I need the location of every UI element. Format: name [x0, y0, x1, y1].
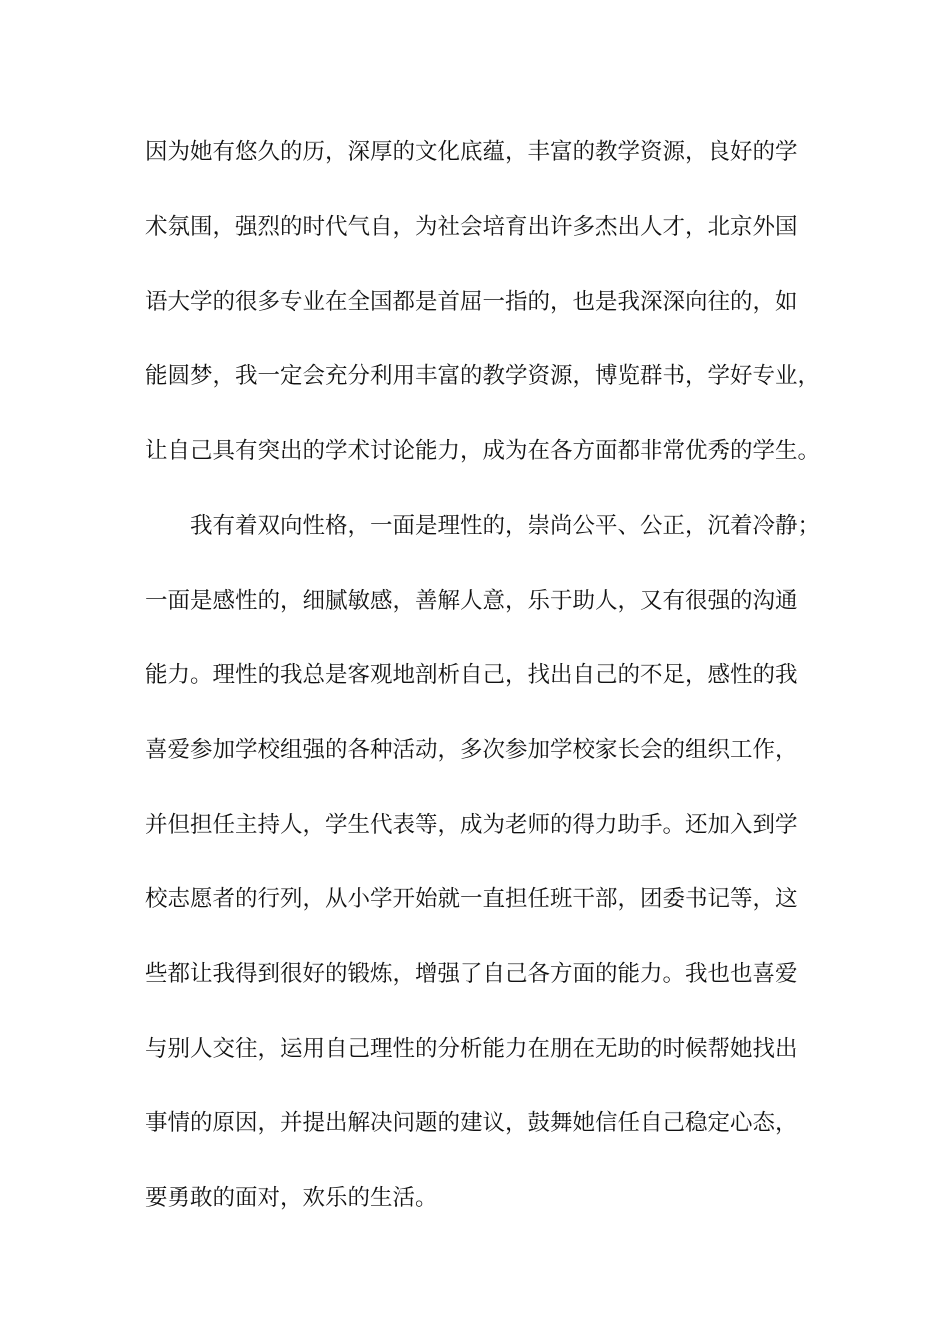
paragraph-2-line-6: 校志愿者的行列，从小学开始就一直担任班干部，团委书记等，这 [145, 886, 798, 912]
paragraph-2-line-4: 喜爱参加学校组强的各种活动，多次参加学校家长会的组织工作， [145, 737, 798, 763]
paragraph-2-line-10: 要勇敢的面对，欢乐的生活。 [145, 1185, 438, 1211]
paragraph-2-line-5: 并但担任主持人，学生代表等，成为老师的得力助手。还加入到学 [145, 812, 798, 838]
paragraph-2-line-8: 与别人交往，运用自己理性的分析能力在朋在无助的时候帮她找出 [145, 1036, 798, 1062]
paragraph-2-line-9: 事情的原因，并提出解决问题的建议，鼓舞她信任自己稳定心态， [145, 1110, 798, 1136]
paragraph-1-line-1: 因为她有悠久的历，深厚的文化底蕴，丰富的教学资源，良好的学 [145, 139, 798, 165]
paragraph-2-line-2: 一面是感性的，细腻敏感，善解人意，乐于助人，又有很强的沟通 [145, 588, 798, 614]
paragraph-2-line-7: 些都让我得到很好的锻炼，增强了自己各方面的能力。我也也喜爱 [145, 961, 798, 987]
paragraph-1-line-3: 语大学的很多专业在全国都是首屈一指的，也是我深深向往的，如 [145, 289, 798, 315]
paragraph-2-line-1: 我有着双向性格，一面是理性的，崇尚公平、公正，沉着冷静； [190, 513, 821, 539]
paragraph-1-line-2: 术氛围，强烈的时代气自，为社会培育出许多杰出人才，北京外国 [145, 214, 798, 240]
paragraph-2-line-3: 能力。理性的我总是客观地剖析自己，找出自己的不足，感性的我 [145, 662, 798, 688]
paragraph-1-line-5: 让自己具有突出的学术讨论能力，成为在各方面都非常优秀的学生。 [145, 438, 821, 464]
paragraph-1-line-4: 能圆梦，我一定会充分利用丰富的教学资源，博览群书，学好专业， [145, 363, 821, 389]
